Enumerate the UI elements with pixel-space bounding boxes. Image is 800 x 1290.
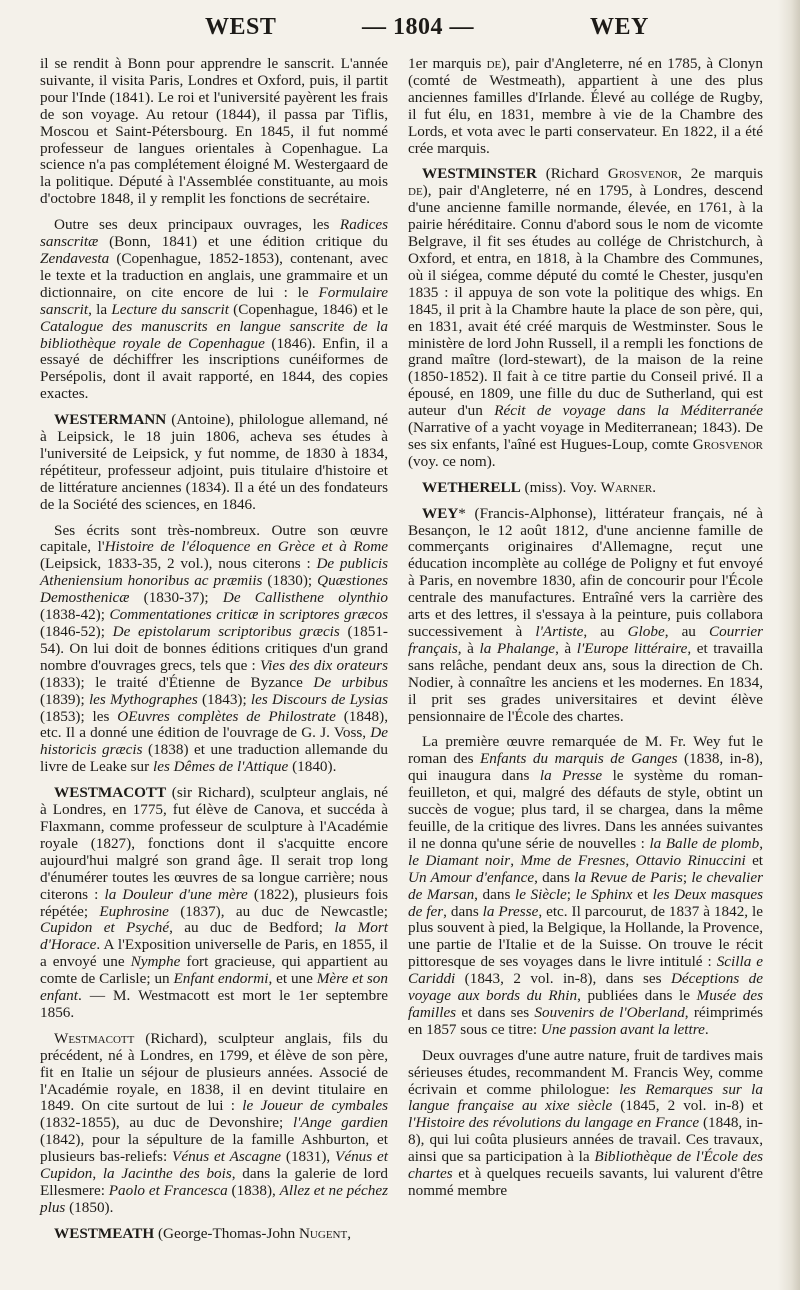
- headword-westmeath: WESTMEATH: [54, 1224, 155, 1242]
- paragraph-westergaard-works: Outre ses deux principaux ouvrages, les Radices sanscritæ (Bonn, 1841) et une édition critique du Zendavesta (Copenhague, 1852-1853), contenant, avec le texte et la traduction en anglais, une grammaire et un dictionnaire, on cite encore de lui : le Formulaire sanscrit, la Lecture du sanscrit (Copenhague, 1846) et le Catalogue des manuscrits en langue sanscrite de la bibliothèque royale de Copenhague (1846). Enfin, il a essayé de déchiffrer les inscriptions cunéiformes de Persépolis, dont il avait rapporté, en 1844, des copies exactes.: [40, 216, 388, 403]
- entry-westmeath-continued: 1er marquis de), pair d'Angleterre, né en 1785, à Clonyn (comté de Westmeath), appartient à une des plus anciennes familles d'Irlande. Élevé au collége de Rugby, il fut élu, en 1831, membre à vie de la Chambre des Lords, et vota avec le parti conservateur. En 1822, il a été crée marquis.: [408, 55, 763, 157]
- entry-westmacott: WESTMACOTT (sir Richard), sculpteur anglais, né à Londres, en 1775, fut élève de Canova, et succéda à Flaxmann, comme professeur de sculpture à l'Académie royale (1827), fonctions dont il s'acquitte encore aujourd'hui malgré son grand âge. Il serait trop long d'énumérer toutes les œuvres de sa longue carrière; nous citerons : la Douleur d'une mère (1822), plusieurs fois répétée; Euphrosine (1837), au duc de Newcastle; Cupidon et Psyché, au duc de Bedford; la Mort d'Horace. A l'Exposition universelle de Paris, en 1855, il a envoyé une Nymphe fort gracieuse, qui appartient au comte de Carlisle; un Enfant endormi, et une Mère et son enfant. — M. Westmacott est mort le 1er septembre 1856.: [40, 784, 388, 1021]
- header-left-word: WEST: [205, 14, 277, 40]
- header-right-word: WEY: [590, 14, 649, 40]
- headword-westmacott: WESTMACOTT: [54, 784, 167, 802]
- running-header: [0, 14, 800, 44]
- entry-westergaard-continued: il se rendit à Bonn pour apprendre le sanscrit. L'année suivante, il visita Paris, Londres et Oxford, puis, il partit pour l'Inde (1841). Le roi et l'université payèrent les frais de son voyage. Au retour (1844), il passa par Tiflis, Moscou et Saint-Pétersbourg. En 1845, il fut nommé professeur de langues orientales à Copenhague. La science n'a pas complétement éloigné M. Westergaard de la politique. Député à l'Assemblée constituante, au mois d'octobre 1848, il y remplit les fonctions de secrétaire.: [40, 55, 388, 208]
- headword-wey: WEY: [422, 504, 459, 522]
- page-edge-shadow: [778, 0, 800, 1290]
- right-column: [408, 56, 763, 1209]
- paragraph-wey-philology: Deux ouvrages d'une autre nature, fruit de tardives mais sérieuses études, recommandent M. Francis Wey, comme écrivain et comme philologue: les Remarques sur la langue française au xixe siècle (1845, 2 vol. in-8) et l'Histoire des révolutions du langage en France (1848, in-8), qui lui coûta plusieurs années de travail. Ces travaux, ainsi que sa participation à la Bibliothèque de l'École des chartes et à quelques recueils savants, lui valurent d'être nommé membre: [408, 1046, 763, 1199]
- headword-westmacott-son: Westmacott: [54, 1029, 135, 1047]
- headword-westminster: WESTMINSTER: [422, 165, 537, 183]
- paragraph-westermann-works: Ses écrits sont très-nombreux. Outre son œuvre capitale, l'Histoire de l'éloquence en Grèce et à Rome (Leipsick, 1833-35, 2 vol.), nous citerons : De publicis Atheniensium honoribus ac præmiis (1830); Quæstiones Demosthenicæ (1830-37); De Callisthene olynthio (1838-42); Commentationes criticæ in scriptores græcos (1846-52); De epistolarum scriptoribus græcis (1851-54). On lui doit de bonnes éditions critiques d'un grand nombre d'ouvrages grecs, tels que : Vies des dix orateurs (1833); le traité d'Étienne de Byzance De urbibus (1839); les Mythographes (1843); les Discours de Lysias (1853); les OEuvres complètes de Philostrate (1848), etc. Il a donné une édition de l'ouvrage de G. J. Voss, De historicis græcis (1838) et une traduction allemande du livre de Leake sur les Dêmes de l'Attique (1840).: [40, 521, 389, 776]
- entry-westmeath: WESTMEATH (George-Thomas-John Nugent,: [54, 1224, 352, 1242]
- page-number: — 1804 —: [362, 14, 474, 40]
- entry-wey: WEY* (Francis-Alphonse), littérateur français, né à Besançon, le 12 août 1812, d'une ancienne famille de commerçants originaires d'Allemagne, reçut une éducation incomplète au collége de Poligny et fut envoyé à Paris, en novembre 1830, afin de concourir pour l'École centrale des manufactures. Entraîné vers la carrière des arts et des lettres, il s'essaya à la peinture, puis collabora successivement à l'Artiste, au Globe, au Courrier français, à la Phalange, à l'Europe littéraire, et travailla sans relâche, pendant deux ans, sous la direction de Ch. Nodier, à connaître les anciens et les modernes. En 1834, il prit ses grades universitaires et devint élève pensionnaire de l'École des chartes.: [408, 504, 763, 725]
- left-column: [40, 56, 388, 1252]
- entry-westminster: WESTMINSTER (Richard Grosvenor, 2e marquis de), pair d'Angleterre, né en 1795, à Londres, descend d'une ancienne famille normande, élevée, en 1761, à la pairie héréditaire. Connu d'abord sous le nom de vicomte Belgrave, il fit ses études au collége de Christchurch, à Oxford, et entra, en 1818, à la Chambre des Communes, où il siégea, comme député du comté le Chester, jusqu'en 1835 : il appuya de son vote la politique des whigs. En 1845, il prit à la Chambre haute la place de son père, qui, en 1831, avait été créé marquis de Westminster. Sous le ministère de lord John Russell, il a rempli les fonctions de grand maître (lord-stewart), de la maison de la reine (1850-1852). Il fait à ce titre partie du Conseil privé. Il a épousé, en 1809, une fille du duc de Sutherland, qui est auteur d'un Récit de voyage dans la Méditerranée (Narrative of a yacht voyage in Mediterranean; 1843). De ses six enfants, l'aîné est Hugues-Loup, comte Grosvenor (voy. ce nom).: [408, 165, 764, 470]
- paragraph-wey-works: La première œuvre remarquée de M. Fr. Wey fut le roman des Enfants du marquis de Ganges (1838, in-8), qui inaugura dans la Presse le système du roman-feuilleton, et qui, malgré des défauts de style, obtint un succès de vogue; plus tard, il se chargea, dans la même feuille, de la critique des livres. Dans les années suivantes il ne donna qu'une série de nouvelles : la Balle de plomb, le Diamant noir, Mme de Fresnes, Ottavio Rinuccini et Un Amour d'enfance, dans la Revue de Paris; le chevalier de Marsan, dans le Siècle; le Sphinx et les Deux masques de fer, dans la Presse, etc. Il parcourut, de 1837 à 1842, le plus souvent à pied, la Belgique, la Hollande, la Provence, une partie de l'Italie et de la Suisse. On trouve le récit pittoresque de ses voyages dans le livre intitulé : Scilla e Cariddi (1843, 2 vol. in-8), dans ses Déceptions de voyage aux bords du Rhin, publiées dans le Musée des familles et dans ses Souvenirs de l'Oberland, réimprimés en 1857 sous ce titre: Une passion avant la lettre.: [408, 733, 764, 1038]
- headword-westermann: WESTERMANN: [54, 411, 167, 429]
- entry-westermann: WESTERMANN (Antoine), philologue allemand, né à Leipsick, le 18 juin 1806, acheva ses études à l'université de Leipsick, y fut nomme, de 1830 à 1834, répétiteur, professeur adjoint, puis titulaire d'histoire et de littérature anciennes (1834). Il a été un des fondateurs de la Société des sciences, en 1846.: [40, 411, 388, 513]
- headword-wetherell: WETHERELL: [422, 478, 521, 496]
- entry-wetherell: WETHERELL (miss). Voy. Warner.: [422, 478, 657, 496]
- entry-westmacott-son: Westmacott (Richard), sculpteur anglais, fils du précédent, né à Londres, en 1799, et élève de son père, fit en Italie un séjour de plusieurs années. Associé de l'Académie royale, en 1838, il en devint titulaire en 1849. On cite surtout de lui : le Joueur de cymbales (1832-1855), au duc de Devonshire; l'Ange gardien (1842), pour la sépulture de la famille Ashburton, et plusieurs bas-reliefs: Vénus et Ascagne (1831), Vénus et Cupidon, la Jacinthe des bois, dans la galerie de lord Ellesmere: Paolo et Francesca (1838), Allez et ne péchez plus (1850).: [40, 1029, 389, 1216]
